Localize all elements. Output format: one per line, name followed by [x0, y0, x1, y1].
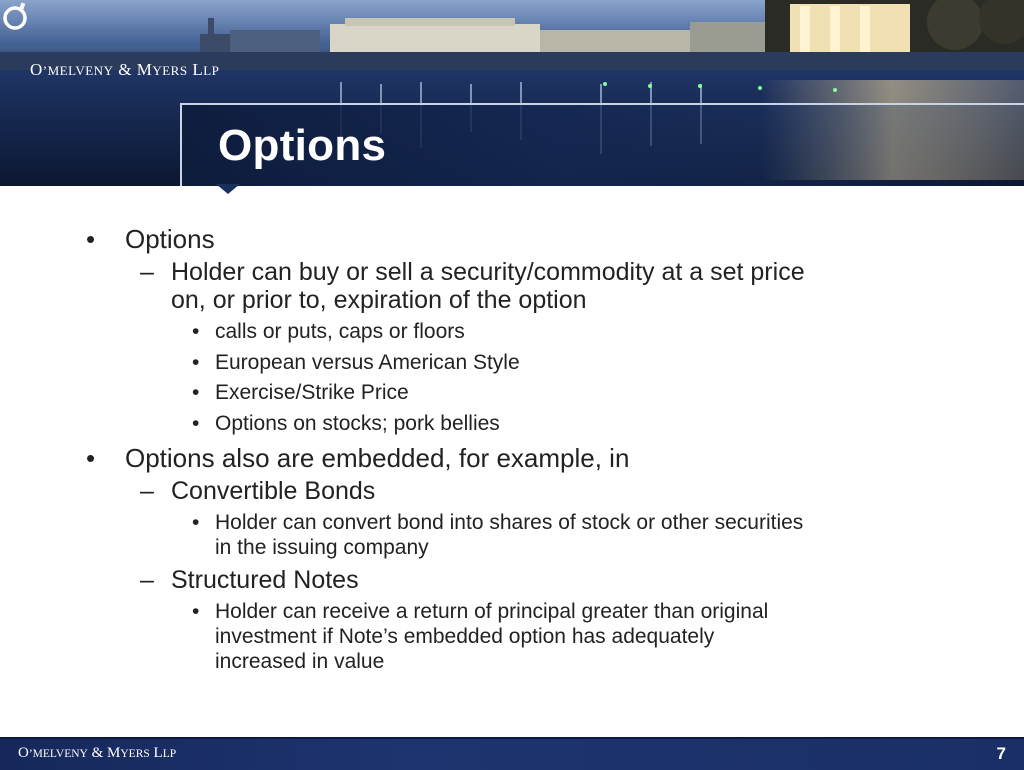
- bullet-item: Options also are embedded, for example, in: [125, 443, 630, 473]
- title-pointer: [216, 184, 240, 194]
- sub-sub-bullet-item: European versus American Style: [215, 351, 520, 374]
- bullet-marker: •: [192, 381, 200, 404]
- firm-logo-icon: [0, 0, 30, 34]
- title-panel: [180, 103, 1024, 186]
- sub-bullet-item: Convertible Bonds: [171, 477, 376, 505]
- sub-sub-bullet-item: calls or puts, caps or floors: [215, 320, 465, 343]
- sub-sub-bullet-item-continued: investment if Note’s embedded option has adequately: [215, 625, 715, 648]
- sub-bullet-item: Structured Notes: [171, 566, 359, 594]
- dash-marker: –: [140, 566, 154, 594]
- firm-logo-wordmark: O’MELVENY & MYERS LLP: [30, 60, 220, 79]
- sub-sub-bullet-item: Exercise/Strike Price: [215, 381, 409, 404]
- dash-marker: –: [140, 477, 154, 505]
- sub-sub-bullet-item: Holder can receive a return of principal greater than original: [215, 600, 769, 623]
- bullet-marker: •: [192, 351, 200, 374]
- sub-sub-bullet-item: Options on stocks; pork bellies: [215, 412, 500, 435]
- bullet-marker: •: [86, 224, 96, 254]
- bullet-marker: •: [192, 320, 200, 343]
- footer-bar: [0, 737, 1024, 770]
- bullet-marker: •: [192, 600, 200, 623]
- bullet-item: Options: [125, 224, 215, 254]
- bullet-marker: •: [86, 443, 96, 473]
- sub-sub-bullet-item-continued: in the issuing company: [215, 536, 429, 559]
- page-number: 7: [996, 744, 1006, 763]
- dash-marker: –: [140, 258, 154, 286]
- sub-sub-bullet-item-continued: increased in value: [215, 650, 385, 673]
- page-title: Options: [218, 121, 387, 170]
- sub-bullet-item-continued: on, or prior to, expiration of the option: [171, 286, 587, 314]
- bullet-marker: •: [192, 511, 200, 534]
- sub-bullet-item: Holder can buy or sell a security/commodity at a set price: [171, 258, 805, 286]
- footer-firm-logo: O’MELVENY & MYERS LLP: [18, 745, 177, 761]
- bullet-marker: •: [192, 412, 200, 435]
- header-banner: [0, 0, 1024, 186]
- sub-sub-bullet-item: Holder can convert bond into shares of stock or other securities: [215, 511, 804, 534]
